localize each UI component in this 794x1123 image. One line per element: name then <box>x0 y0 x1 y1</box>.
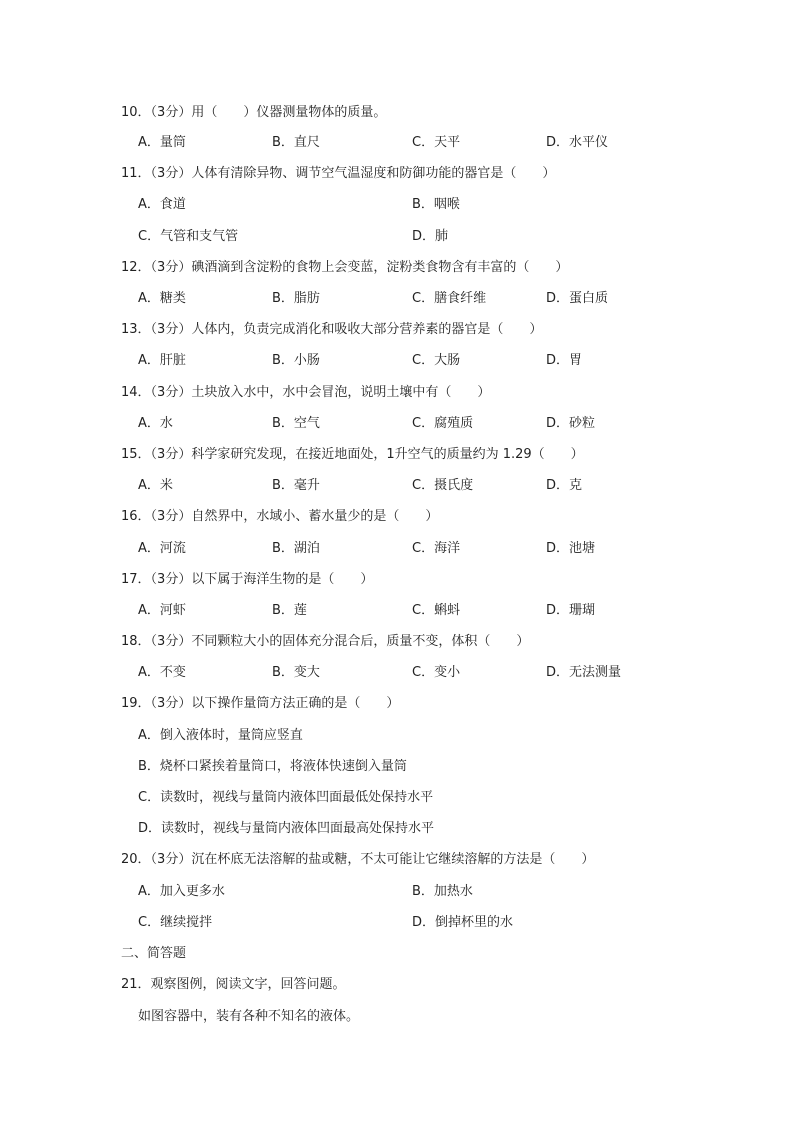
q10-option-d: D．水平仪 <box>546 135 609 150</box>
question-10-stem: 10．（3分）用（ ）仪器测量物体的质量。 <box>121 105 387 120</box>
q18-option-b: B．变大 <box>272 665 320 680</box>
q15-option-c: C．摄氏度 <box>412 478 474 493</box>
q11-option-d: D．肺 <box>412 229 449 244</box>
question-16-stem: 16．（3分）自然界中，水域小、蓄水量少的是（ ） <box>121 509 439 524</box>
question-21-stem: 21．观察图例，阅读文字，回答问题。 <box>121 977 346 992</box>
q14-option-d: D．砂粒 <box>546 416 596 431</box>
q19-option-b: B．烧杯口紧挨着量筒口，将液体快速倒入量筒 <box>138 759 407 774</box>
question-11-stem: 11．（3分）人体有清除异物、调节空气温湿度和防御功能的器官是（ ） <box>121 166 556 181</box>
q19-option-c: C．读数时，视线与量筒内液体凹面最低处保持水平 <box>138 790 434 805</box>
q17-option-d: D．珊瑚 <box>546 603 596 618</box>
q11-option-c: C．气管和支气管 <box>138 229 239 244</box>
q12-option-a: A．糖类 <box>138 291 186 306</box>
q16-option-b: B．湖泊 <box>272 541 320 556</box>
q18-option-d: D．无法测量 <box>546 665 622 680</box>
q14-option-c: C．腐殖质 <box>412 416 474 431</box>
question-12-stem: 12．（3分）碘酒滴到含淀粉的食物上会变蓝，淀粉类食物含有丰富的（ ） <box>121 260 569 275</box>
q15-option-d: D．克 <box>546 478 583 493</box>
q19-option-d: D．读数时，视线与量筒内液体凹面最高处保持水平 <box>138 821 435 836</box>
q18-option-a: A．不变 <box>138 665 186 680</box>
q16-option-c: C．海洋 <box>412 541 461 556</box>
question-20-stem: 20．（3分）沉在杯底无法溶解的盐或糖，不太可能让它继续溶解的方法是（ ） <box>121 852 595 867</box>
q10-option-c: C．天平 <box>412 135 461 150</box>
q14-option-a: A．水 <box>138 416 173 431</box>
question-15-stem: 15．（3分）科学家研究发现，在接近地面处，1升空气的质量约为 1.29（ ） <box>121 447 584 462</box>
question-18-stem: 18．（3分）不同颗粒大小的固体充分混合后，质量不变，体积（ ） <box>121 634 530 649</box>
q10-option-b: B．直尺 <box>272 135 320 150</box>
q10-option-a: A．量筒 <box>138 135 186 150</box>
q19-option-a: A．倒入液体时，量筒应竖直 <box>138 728 303 743</box>
question-21-text: 如图容器中，装有各种不知名的液体。 <box>138 1009 360 1024</box>
q20-option-c: C．继续搅拌 <box>138 915 213 930</box>
q13-option-a: A．肝脏 <box>138 353 186 368</box>
question-19-stem: 19．（3分）以下操作量筒方法正确的是（ ） <box>121 696 400 711</box>
q12-option-b: B．脂肪 <box>272 291 320 306</box>
q17-option-a: A．河虾 <box>138 603 186 618</box>
q15-option-b: B．毫升 <box>272 478 320 493</box>
q11-option-a: A．食道 <box>138 197 186 212</box>
q20-option-d: D．倒掉杯里的水 <box>412 915 514 930</box>
q13-option-b: B．小肠 <box>272 353 320 368</box>
question-13-stem: 13．（3分）人体内，负责完成消化和吸收大部分营养素的器官是（ ） <box>121 322 543 337</box>
q12-option-d: D．蛋白质 <box>546 291 609 306</box>
q20-option-a: A．加入更多水 <box>138 884 225 899</box>
q20-option-b: B．加热水 <box>412 884 473 899</box>
question-17-stem: 17．（3分）以下属于海洋生物的是（ ） <box>121 572 374 587</box>
q13-option-c: C．大肠 <box>412 353 461 368</box>
section-title: 二、简答题 <box>121 946 187 961</box>
q13-option-d: D．胃 <box>546 353 583 368</box>
q16-option-d: D．池塘 <box>546 541 596 556</box>
q11-option-b: B．咽喉 <box>412 197 460 212</box>
q17-option-b: B．莲 <box>272 603 307 618</box>
q16-option-a: A．河流 <box>138 541 186 556</box>
q12-option-c: C．膳食纤维 <box>412 291 487 306</box>
question-14-stem: 14．（3分）土块放入水中，水中会冒泡，说明土壤中有（ ） <box>121 385 491 400</box>
q18-option-c: C．变小 <box>412 665 461 680</box>
q15-option-a: A．米 <box>138 478 173 493</box>
q17-option-c: C．蝌蚪 <box>412 603 461 618</box>
q14-option-b: B．空气 <box>272 416 320 431</box>
